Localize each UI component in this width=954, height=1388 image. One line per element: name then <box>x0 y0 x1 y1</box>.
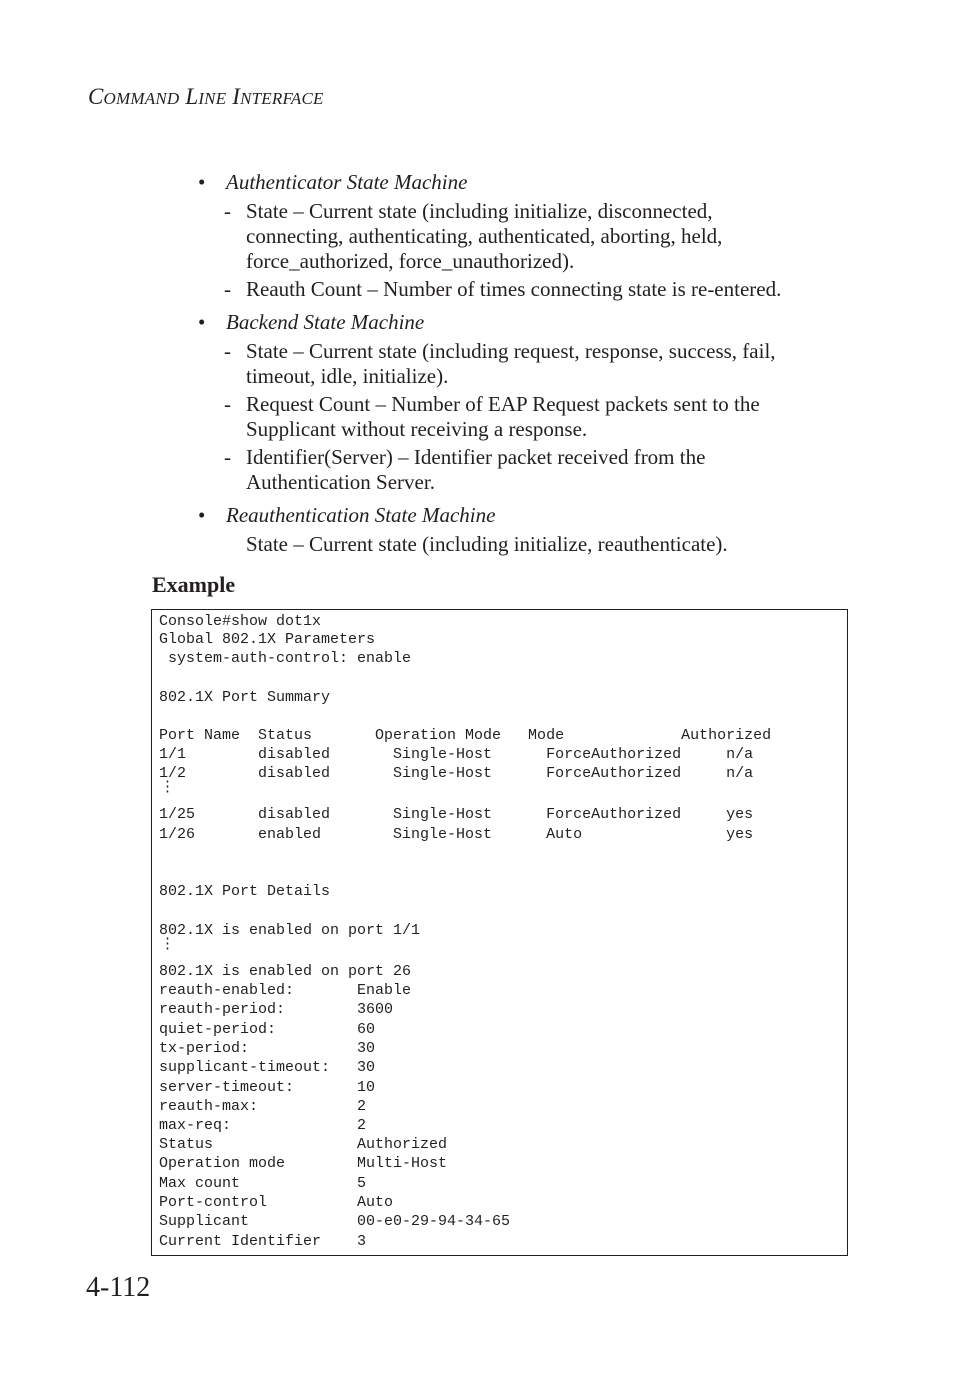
code-line: Supplicant 00-e0-29-94-34-65 <box>159 1213 511 1230</box>
vertical-ellipsis: ⋮ <box>160 779 175 796</box>
code-line: reauth-max: 2 <box>159 1098 367 1115</box>
description-line: timeout, idle, initialize). <box>246 364 449 388</box>
dash-marker: - <box>224 199 231 223</box>
code-line: 802.1X is enabled on port 1/1 <box>159 922 421 939</box>
dash-marker: - <box>224 445 231 469</box>
code-line: system-auth-control: enable <box>159 650 412 667</box>
code-line: Console#show dot1x <box>159 613 322 630</box>
code-line: 802.1X is enabled on port 26 <box>159 963 412 980</box>
bullet-marker: • <box>198 170 206 194</box>
page-number: 4-112 <box>86 1272 151 1303</box>
header-smallcaps: OMMAND <box>103 89 180 108</box>
code-line: Global 802.1X Parameters <box>159 631 376 648</box>
dash-marker: - <box>224 339 231 363</box>
code-line: reauth-enabled: Enable <box>159 982 412 999</box>
bullet-marker: • <box>198 310 206 334</box>
example-heading: Example <box>152 572 236 597</box>
description-line: force_authorized, force_unauthorized). <box>246 249 575 273</box>
code-line: max-req: 2 <box>159 1117 367 1134</box>
section-title-reauthentication: Reauthentication State Machine <box>226 503 496 527</box>
code-line: server-timeout: 10 <box>159 1079 376 1096</box>
section-title-authenticator: Authenticator State Machine <box>226 170 468 194</box>
header-smallcaps: INE <box>198 89 227 108</box>
code-line: Port-control Auto <box>159 1194 394 1211</box>
header-smallcaps: NTERFACE <box>240 89 324 108</box>
code-line: 802.1X Port Details <box>159 883 331 900</box>
description-line: State – Current state (including request, response, success, fail, <box>246 339 776 363</box>
header-letter: L <box>185 84 199 109</box>
code-line: 1/25 disabled Single-Host ForceAuthorized yes <box>159 806 754 823</box>
dash-marker: - <box>224 392 231 416</box>
description-line: Request Count – Number of EAP Request packets sent to the <box>246 392 760 416</box>
code-line: quiet-period: 60 <box>159 1021 376 1038</box>
header-letter: I <box>232 84 241 109</box>
bullet-marker: • <box>198 503 206 527</box>
vertical-ellipsis: ⋮ <box>160 936 175 953</box>
description-line: State – Current state (including initialize, reauthenticate). <box>246 532 728 556</box>
description-line: Supplicant without receiving a response. <box>246 417 588 441</box>
section-title-backend: Backend State Machine <box>226 310 425 334</box>
code-line: reauth-period: 3600 <box>159 1001 394 1018</box>
running-header <box>88 84 324 110</box>
code-line: Status Authorized <box>159 1136 448 1153</box>
code-line: tx-period: 30 <box>159 1040 376 1057</box>
header-letter: C <box>88 84 104 109</box>
code-line: 1/1 disabled Single-Host ForceAuthorized n/a <box>159 746 754 763</box>
description-line: Authentication Server. <box>246 470 435 494</box>
code-line: 1/2 disabled Single-Host ForceAuthorized n/a <box>159 765 754 782</box>
code-line: supplicant-timeout: 30 <box>159 1059 376 1076</box>
description-line: State – Current state (including initialize, disconnected, <box>246 199 713 223</box>
code-line: Current Identifier 3 <box>159 1233 367 1250</box>
dash-marker: - <box>224 277 231 301</box>
code-line: 1/26 enabled Single-Host Auto yes <box>159 826 754 843</box>
description-line: Reauth Count – Number of times connecting state is re-entered. <box>246 277 782 301</box>
code-line: Max count 5 <box>159 1175 367 1192</box>
code-line: Port Name Status Operation Mode Mode Authorized <box>159 727 772 744</box>
description-line: Identifier(Server) – Identifier packet received from the <box>246 445 706 469</box>
code-line: Operation mode Multi-Host <box>159 1155 448 1172</box>
code-line: 802.1X Port Summary <box>159 689 331 706</box>
description-line: connecting, authenticating, authenticated, aborting, held, <box>246 224 723 248</box>
